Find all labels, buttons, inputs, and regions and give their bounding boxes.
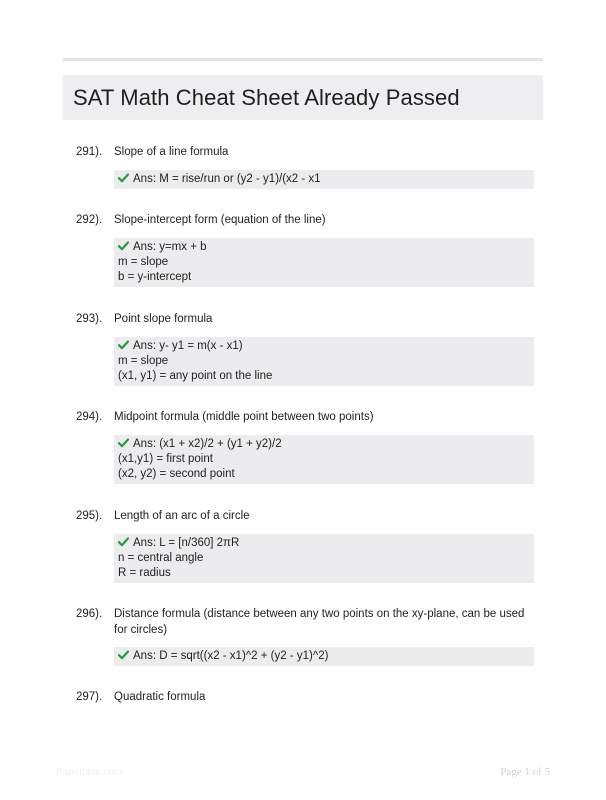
check-icon <box>118 173 129 183</box>
answer-line: n = central angle <box>118 552 204 564</box>
answer-box <box>114 337 534 386</box>
question-text: Point slope formula <box>114 313 213 325</box>
question-number: 293). <box>76 313 103 325</box>
question-number: 294). <box>76 411 103 423</box>
question-number: 292). <box>76 214 103 226</box>
page-title: SAT Math Cheat Sheet Already Passed <box>73 84 460 110</box>
question-text: Slope-intercept form (equation of the line) <box>114 214 326 226</box>
title-bar <box>63 75 543 120</box>
answer-box <box>114 238 534 287</box>
answer-box <box>114 647 534 666</box>
answer-line: m = slope <box>118 256 169 268</box>
question-number: 297). <box>76 691 103 703</box>
check-icon <box>118 340 129 350</box>
check-icon <box>118 438 129 448</box>
question-text: Quadratic formula <box>114 691 206 703</box>
answer-line: Ans: (x1 + x2)/2 + (y1 + y2)/2 <box>118 437 530 452</box>
answer-line: Ans: y=mx + b <box>118 240 530 255</box>
question-number: 291). <box>76 146 103 158</box>
answer-line: R = radius <box>118 567 171 579</box>
question-text: Slope of a line formula <box>114 146 229 158</box>
question-text: Distance formula (distance between any two points on the xy-plane, can be used for circles) <box>114 608 525 636</box>
answer-line: (x2, y2) = second point <box>118 468 235 480</box>
answer-line: m = slope <box>118 355 169 367</box>
answer-line: (x1, y1) = any point on the line <box>118 370 273 382</box>
answer-box <box>114 534 534 583</box>
answer-box <box>114 435 534 484</box>
page-number: Page 1 of 5 <box>500 766 550 778</box>
check-icon <box>118 537 129 547</box>
answer-line: Ans: M = rise/run or (y2 - y1)/(x2 - x1 <box>118 172 530 187</box>
answer-line: Ans: y- y1 = m(x - x1) <box>118 339 530 354</box>
answer-line: b = y-intercept <box>118 271 192 283</box>
answer-box <box>114 170 534 189</box>
check-icon <box>118 650 129 660</box>
question-text: Length of an arc of a circle <box>114 510 250 522</box>
footer-site: Papertibic.com <box>56 767 123 778</box>
question-text: Midpoint formula (middle point between two points) <box>114 411 374 423</box>
answer-line: (x1,y1) = first point <box>118 453 213 465</box>
check-icon <box>118 241 129 251</box>
answer-line: Ans: L = [n/360] 2πR <box>118 536 530 551</box>
question-number: 296). <box>76 608 103 620</box>
answer-line: Ans: D = sqrt((x2 - x1)^2 + (y2 - y1)^2) <box>118 649 530 664</box>
question-number: 295). <box>76 510 103 522</box>
top-rule <box>63 58 543 61</box>
